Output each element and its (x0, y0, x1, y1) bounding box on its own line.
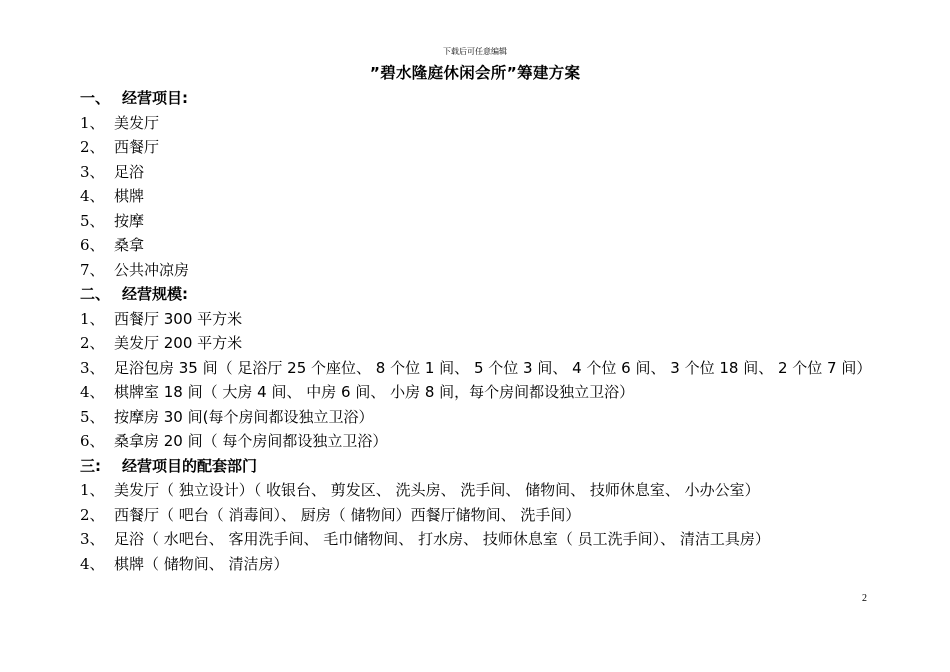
list-item (80, 503, 880, 528)
item-text: 棋牌室 18 间（ 大房 4 间、 中房 6 间、 小房 8 间，每个房间都设独立卫浴） (114, 383, 635, 401)
section-number: 二、 (80, 285, 111, 303)
section-title: 经营规模: (122, 285, 188, 303)
item-text: 美发厅 (114, 113, 160, 132)
item-text: 西餐厅（ 吧台（ 消毒间）、 厨房（ 储物间）西餐厅储物间、 洗手间） (114, 505, 581, 524)
list-item (80, 478, 880, 503)
item-text: 按摩 (114, 211, 145, 230)
item-text: 西餐厅 (114, 138, 160, 156)
list-item (80, 135, 880, 160)
list-item (80, 160, 880, 185)
item-number: 1、 (80, 309, 105, 328)
item-text: 按摩房 30 间(每个房间都设独立卫浴） (114, 407, 374, 426)
item-number: 5、 (80, 407, 105, 426)
item-number: 5、 (80, 211, 105, 230)
item-number: 7、 (80, 260, 105, 279)
list-item (80, 233, 880, 258)
item-number: 2、 (80, 138, 105, 156)
document-body (80, 86, 880, 576)
item-text: 西餐厅 300 平方米 (114, 309, 243, 328)
item-text: 足浴（ 水吧台、 客用洗手间、 毛巾储物间、 打水房、 技师休息室（ 员工洗手间）、 清洁工具房） (114, 530, 770, 548)
section-title: 经营项目: (122, 89, 188, 107)
item-number: 6、 (80, 432, 105, 450)
section-number: 一、 (80, 89, 111, 107)
list-item (80, 331, 880, 356)
header-note: 下载后可任意编辑 (443, 47, 507, 56)
list-item (80, 527, 880, 552)
item-number: 1、 (80, 113, 105, 132)
item-text: 桑拿房 20 间（ 每个房间都设独立卫浴） (114, 432, 388, 450)
list-item (80, 184, 880, 209)
section-heading-1 (80, 86, 880, 111)
item-number: 1、 (80, 481, 105, 499)
item-text: 美发厅 200 平方米 (114, 334, 243, 352)
list-item (80, 111, 880, 136)
item-number: 4、 (80, 554, 105, 573)
item-number: 3、 (80, 162, 105, 181)
section-title: 经营项目的配套部门 (122, 456, 258, 475)
item-text: 棋牌 (114, 187, 145, 205)
list-item (80, 258, 880, 283)
list-item (80, 209, 880, 234)
document-title: ”碧水隆庭休闲会所”筹建方案 (369, 64, 581, 82)
item-number: 4、 (80, 383, 105, 401)
item-number: 3、 (80, 530, 105, 548)
section-heading-3 (80, 454, 880, 479)
item-text: 足浴包房 35 间（ 足浴厅 25 个座位、 8 个位 1 间、 5 个位 3 间、 4 个位 6 间、 3 个位 18 间、 2 个位 7 间） (114, 358, 872, 377)
list-item (80, 356, 880, 381)
list-item (80, 307, 880, 332)
list-item (80, 552, 880, 577)
list-item (80, 405, 880, 430)
section-number: 三: (80, 456, 101, 475)
page-number: 2 (862, 593, 867, 604)
item-text: 美发厅（ 独立设计）（ 收银台、 剪发区、 洗头房、 洗手间、 储物间、 技师休息室、 小办公室） (114, 481, 760, 499)
item-text: 桑拿 (114, 236, 145, 254)
item-text: 足浴 (114, 162, 145, 181)
item-number: 6、 (80, 236, 105, 254)
item-number: 2、 (80, 505, 105, 524)
section-heading-2 (80, 282, 880, 307)
item-number: 2、 (80, 334, 105, 352)
item-text: 棋牌（ 储物间、 清洁房） (114, 554, 289, 573)
list-item (80, 380, 880, 405)
item-number: 4、 (80, 187, 105, 205)
item-text: 公共冲凉房 (114, 260, 190, 279)
item-number: 3、 (80, 358, 105, 377)
list-item (80, 429, 880, 454)
